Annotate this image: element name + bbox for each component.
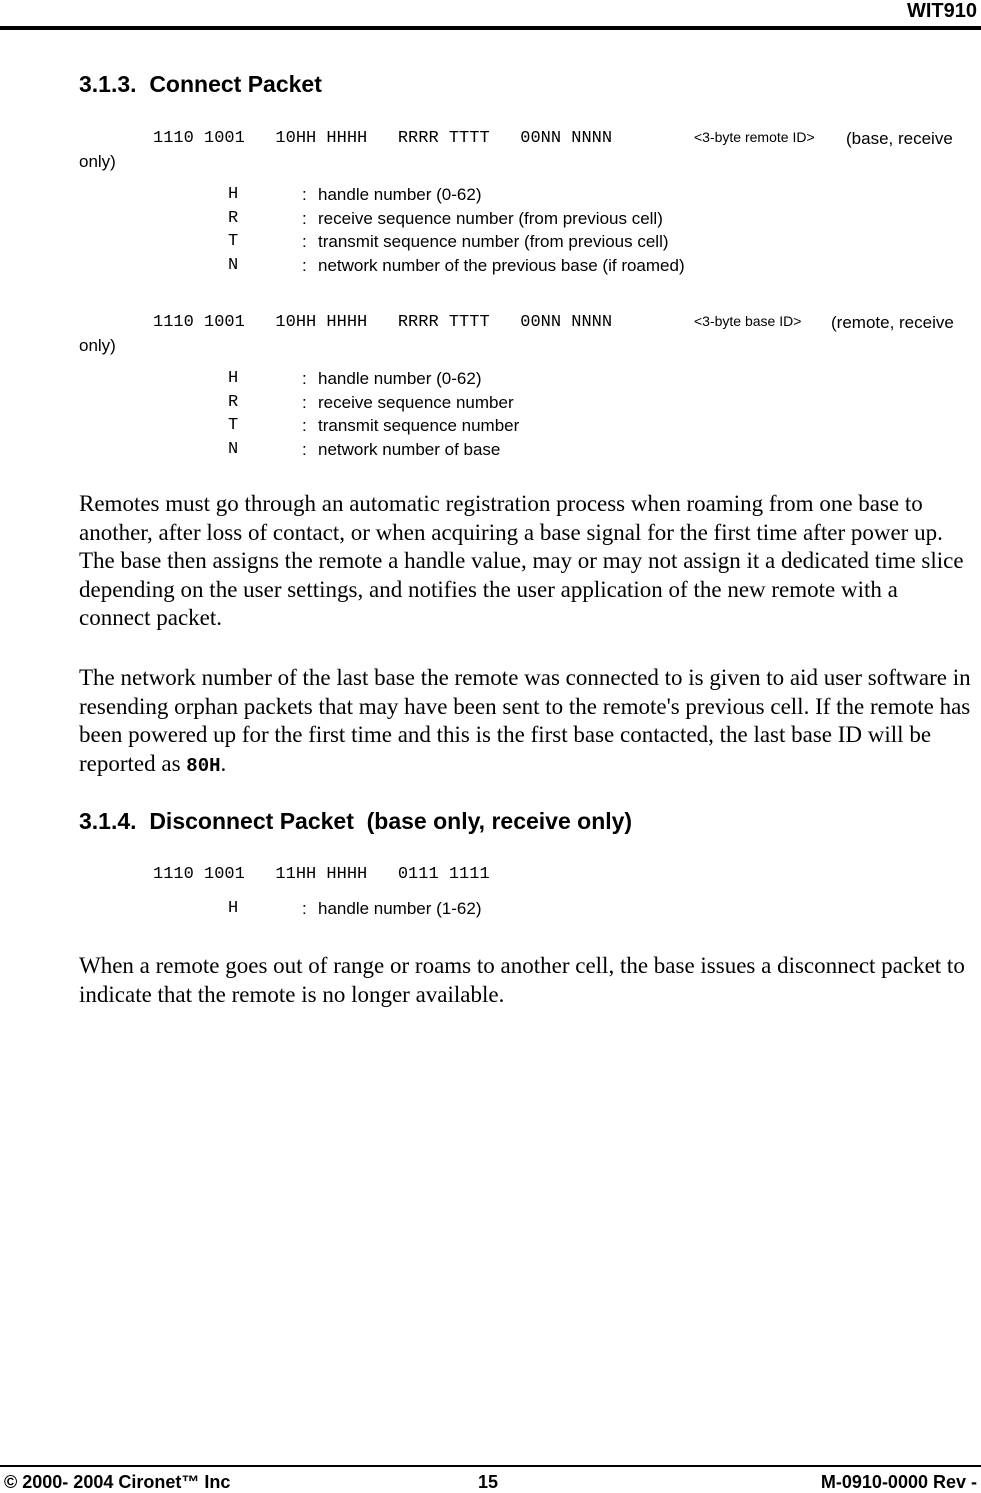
connect-packet-format-base: 1110 1001 10HH HHHH RRRR TTTT 00NN NNNN (153, 129, 613, 148)
remote-id-label: <3-byte remote ID> (694, 129, 815, 145)
format-note-base-cont: only) (79, 152, 116, 171)
footer-divider (0, 1465, 981, 1467)
connect-packet-format-remote: 1110 1001 10HH HHHH RRRR TTTT 00NN NNNN (153, 313, 613, 332)
disconnect-packet-format: 1110 1001 11HH HHHH 0111 1111 (153, 865, 490, 884)
body-paragraph: When a remote goes out of range or roams to another cell, the base issues a disconnect packet to indicate that the remote is no longer available. (79, 953, 965, 1007)
body-paragraph: Remotes must go through an automatic registration process when roaming from one base to another, after loss of contact, or when acquiring a base signal for the first time after power up. The base then assigns the remote a handle value, may or may not assign it a dedicated time slice depending on the user settings, and notifies the user application of the new remote with a connect packet. (79, 491, 964, 631)
footer-page-number: 15 (478, 1472, 499, 1492)
document-title: WIT910 (906, 0, 977, 22)
base-id-label: <3-byte base ID> (694, 313, 802, 329)
section-heading-connect-packet: 3.1.3. Connect Packet (79, 71, 322, 97)
header-divider (0, 26, 981, 30)
body-paragraph: The network number of the last base the remote was connected to is given to aid user software in resending orphan packets that may have been sent to the remote's previous cell. If the remote has been powered up for the first time and this is the first base contacted, the last base ID will be reported as 80H. (79, 665, 971, 777)
format-note-remote: (remote, receive (831, 313, 954, 332)
format-note-remote-cont: only) (79, 336, 116, 355)
section-heading-disconnect-packet: 3.1.4. Disconnect Packet (base only, receive only) (79, 808, 633, 834)
footer-copyright: © 2000- 2004 Cironet™ Inc (4, 1472, 231, 1492)
footer-doc-ref: M-0910-0000 Rev - (820, 1472, 977, 1492)
inline-code: 80H (186, 754, 221, 777)
format-note-base: (base, receive (846, 129, 953, 148)
